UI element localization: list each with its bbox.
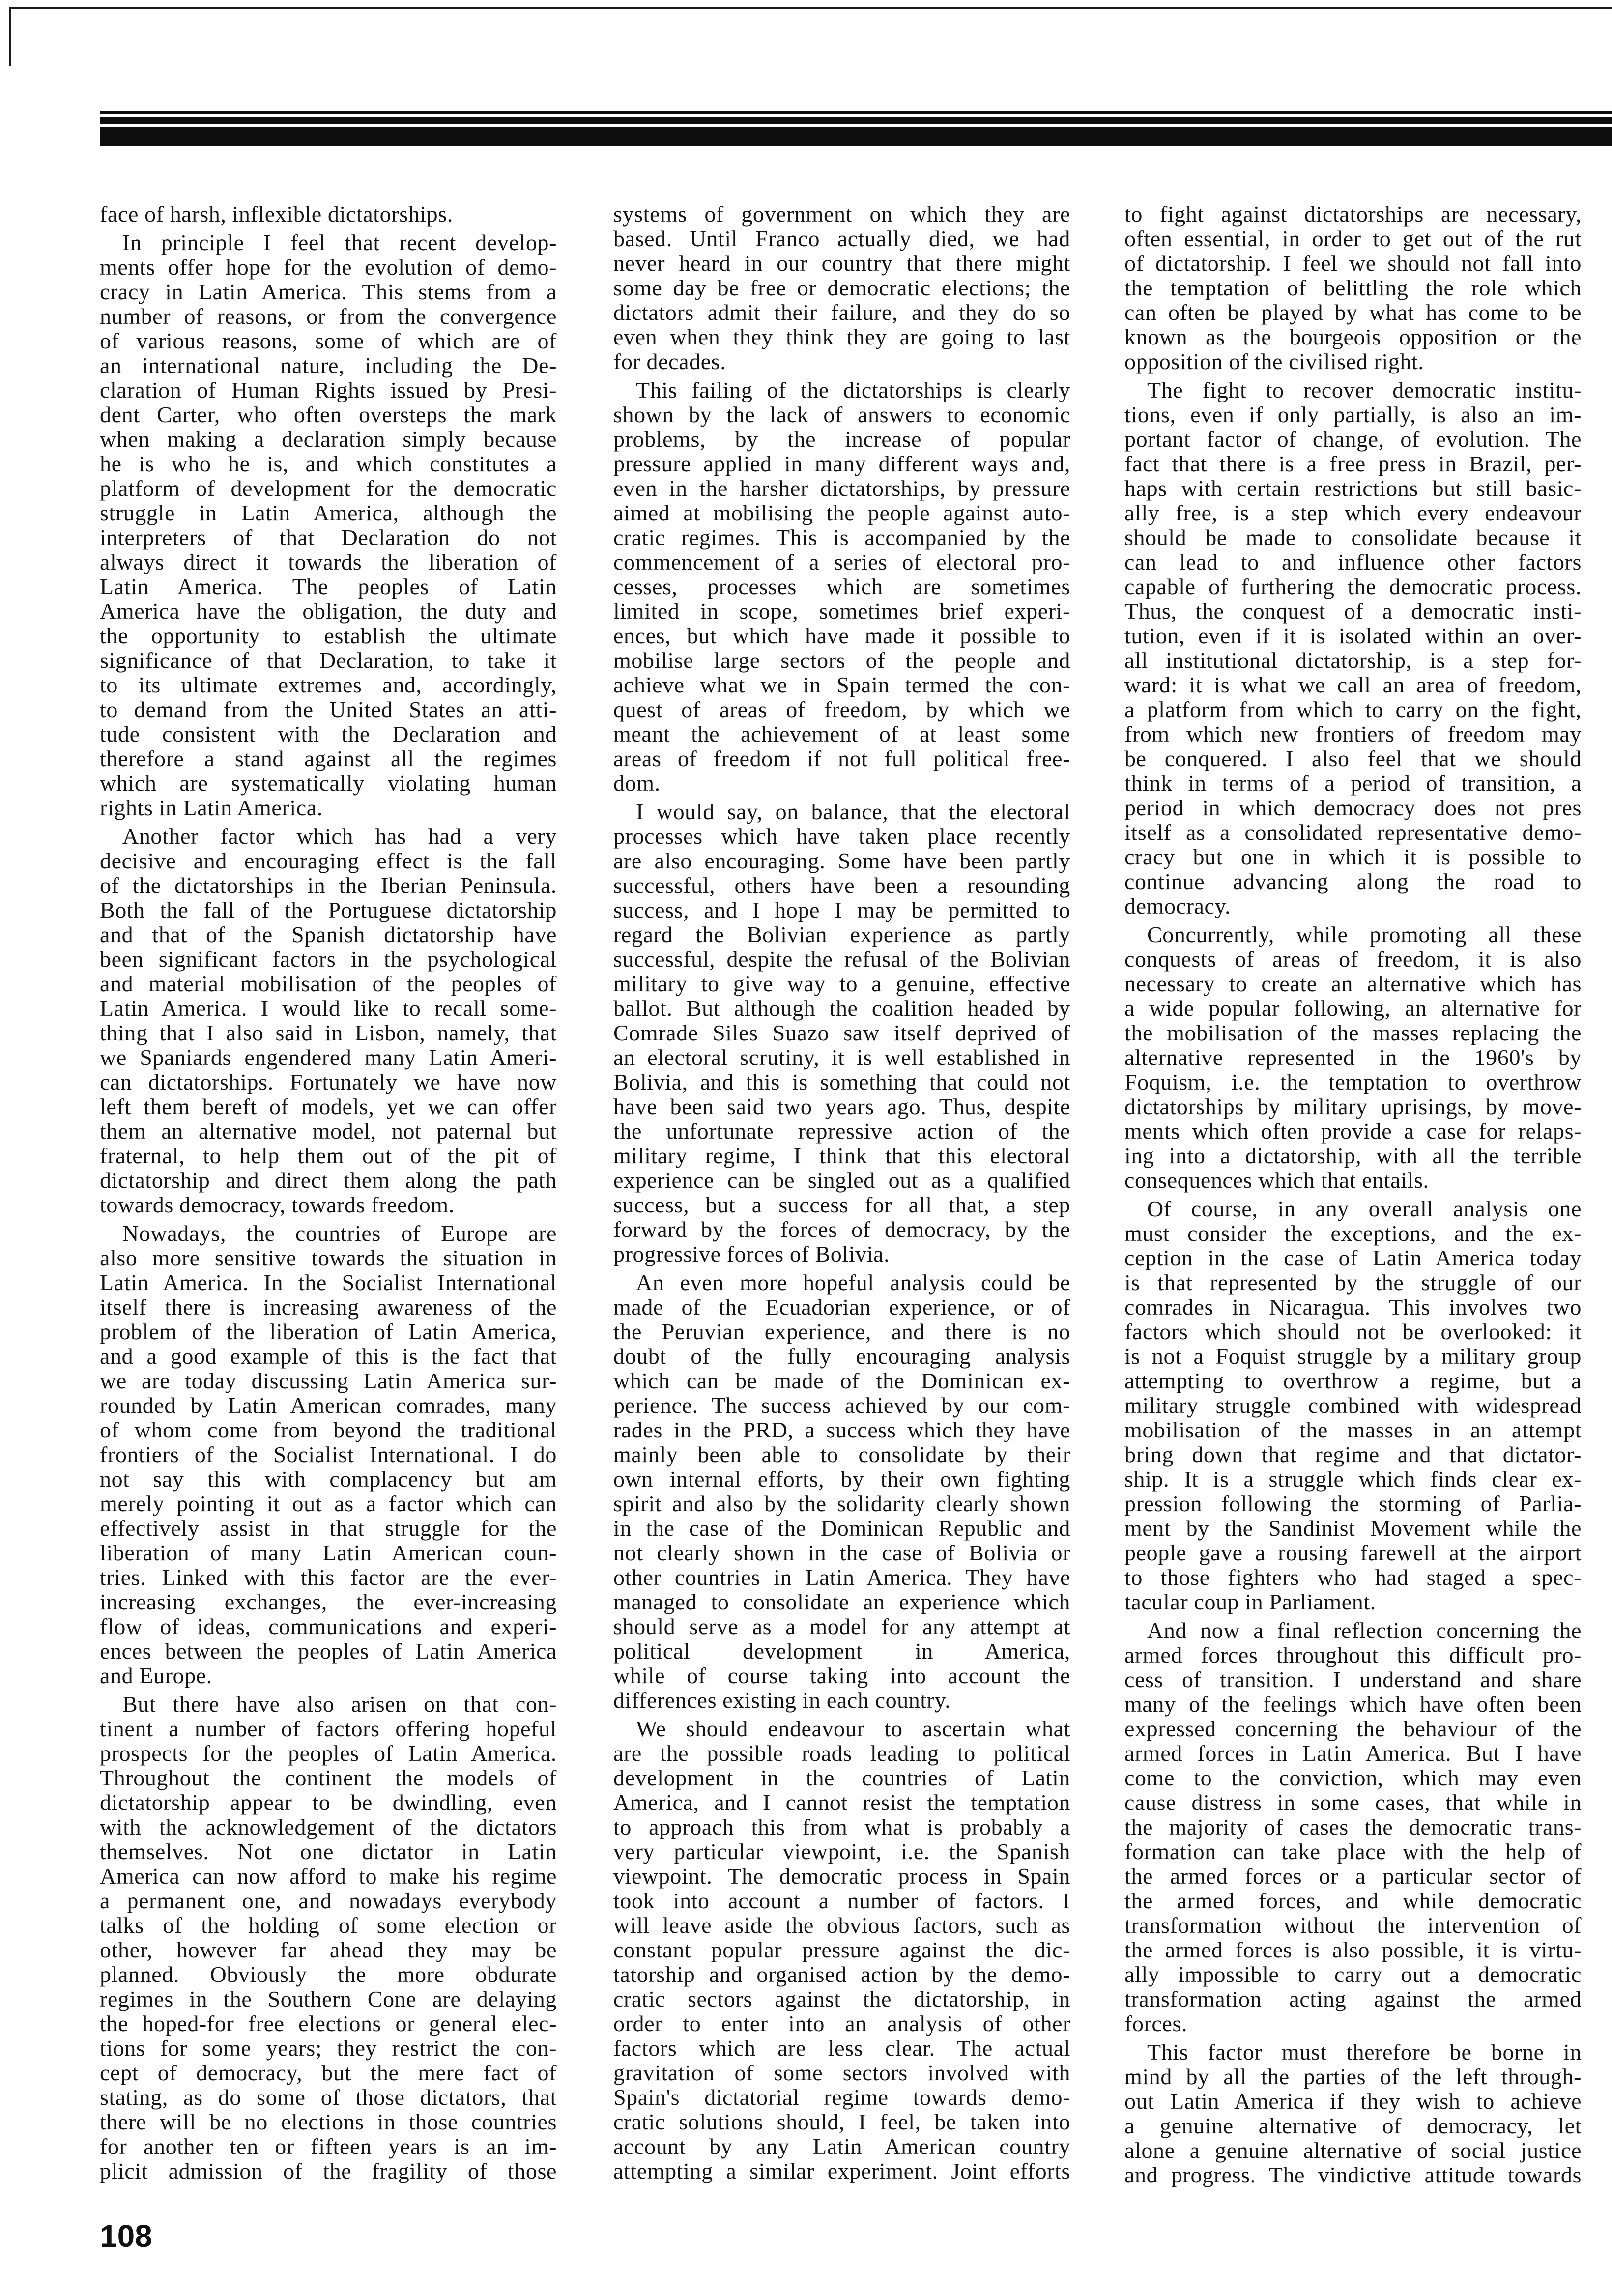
text-line: out Latin America if they wish to achieve [1124,2089,1582,2114]
text-line: Nowadays, the countries of Europe are [122,1221,557,1246]
text-line: for decades. [613,349,726,374]
text-line: expressed concerning the behaviour of the [1124,1716,1582,1741]
text-line: fraternal, to help them out of the pit of [100,1143,557,1168]
text-line: is that represented by the struggle of our [1124,1270,1582,1295]
text-line: attempting to overthrow a regime, but a [1124,1368,1582,1393]
text-line: forces. [1124,2011,1188,2036]
text-line: processes which have taken place recently [613,824,1070,849]
text-line: meant the achievement of at least some [613,721,1070,746]
text-line: continue advancing along the road to [1124,869,1582,894]
text-line: dictators admit their failure, and they do so [613,300,1070,325]
text-line: never heard in our country that there might [613,251,1070,276]
text-line: and that of the Spanish dictatorship have [100,922,557,947]
text-line: tution, even if it is isolated within an over- [1124,623,1582,648]
text-line: dictatorship appear to be dwindling, even [100,1790,557,1815]
text-line: achieve what we in Spain termed the con- [613,672,1070,697]
text-line: and Europe. [100,1663,212,1688]
text-line: factors which are less clear. The actual [613,2036,1070,2061]
text-line: cratic solutions should, I feel, be taken into [613,2109,1070,2134]
paragraph [100,202,557,227]
text-line: be conquered. I also feel that we should [1124,746,1582,771]
text-line: ship. It is a struggle which finds clear ex- [1124,1466,1582,1492]
text-line: are also encouraging. Some have been partly [613,848,1070,873]
text-line: which can be made of the Dominican ex- [613,1368,1070,1393]
text-line: period in which democracy does not pres [1124,795,1582,820]
text-line: aimed at mobilising the people against auto- [613,500,1070,525]
text-line: democracy. [1124,893,1231,918]
text-line: tions for some years; they restrict the con- [100,2036,557,2061]
crop-mark-horizontal [9,7,1612,9]
text-line: the opportunity to establish the ultimate [100,623,557,648]
paragraph [613,202,1070,374]
text-line: an international nature, including the De- [100,353,557,378]
text-line: problems, by the increase of popular [613,427,1070,452]
paragraph [100,1221,557,1688]
text-line: people gave a rousing farewell at the airport [1124,1540,1582,1565]
text-line: problem of the liberation of Latin America, [100,1319,557,1344]
text-line: the Peruvian experience, and there is no [613,1319,1070,1344]
text-line: ally free, is a step which every endeavour [1124,500,1582,525]
text-line: with the acknowledgement of the dictators [100,1814,557,1839]
text-line: transformation acting against the armed [1124,1986,1582,2011]
text-line: necessary to create an alternative which has [1124,971,1582,996]
text-line: the unfortunate repressive action of the [613,1119,1070,1144]
text-line: regimes in the Southern Cone are delaying [100,1986,557,2011]
text-line: liberation of many Latin American coun- [100,1540,557,1565]
text-line: areas of freedom if not full political free- [613,746,1070,771]
text-line: and progress. The vindictive attitude towards [1124,2162,1582,2187]
page-number: 108 [100,2218,152,2254]
text-line: gravitation of some sectors involved with [613,2060,1070,2085]
text-line: quest of areas of freedom, by which we [613,697,1070,722]
text-line: is not a Foquist struggle by a military group [1124,1344,1582,1369]
text-line: Latin America. I would like to recall some- [100,996,557,1021]
text-line: come to the conviction, which may even [1124,1765,1582,1790]
text-line: an electoral scrutiny, it is well established in [613,1045,1070,1070]
text-line: are the possible roads leading to political [613,1741,1070,1766]
text-line: to those fighters who had staged a spec- [1124,1565,1582,1590]
text-line: military struggle combined with widespread [1124,1393,1582,1418]
text-line: Spain's dictatorial regime towards demo- [613,2085,1070,2110]
text-line: In principle I feel that recent develop- [122,230,557,255]
text-line: effectively assist in that struggle for the [100,1516,557,1541]
text-line: other, however far ahead they may be [100,1937,557,1962]
text-line: the armed forces is also possible, it is virtu- [1124,1937,1582,1962]
text-line: tries. Linked with this factor are the ever- [100,1565,557,1590]
text-line: always direct it towards the liberation of [100,549,557,574]
text-line: armed forces in Latin America. But I have [1124,1741,1582,1766]
text-line: portant factor of change, of evolution. The [1124,427,1582,452]
text-line: mainly been able to consolidate by their [613,1442,1070,1467]
text-line: ward: it is what we call an area of freedom, [1124,672,1582,697]
text-line: And now a final reflection concerning the [1147,1618,1582,1643]
text-line: regard the Bolivian experience as partly [613,922,1070,947]
text-line: factors which should not be overlooked: it [1124,1319,1582,1344]
text-line: also more sensitive towards the situation in [100,1245,557,1270]
text-line: constant popular pressure against the dic- [613,1937,1070,1962]
text-line: cause distress in some cases, that while in [1124,1790,1582,1815]
text-line: opposition of the civilised right. [1124,349,1424,374]
text-line: dom. [613,771,661,796]
text-line: cesses, processes which are sometimes [613,574,1070,599]
text-line: cratic regimes. This is accompanied by the [613,525,1070,550]
text-line: to approach this from what is probably a [613,1814,1070,1839]
text-line: cracy but one in which it is possible to [1124,844,1582,869]
text-line: very particular viewpoint, i.e. the Spanish [613,1839,1070,1864]
paragraph [1124,202,1582,374]
text-line: cratic sectors against the dictatorship, in [613,1986,1070,2011]
text-line: spirit and also by the solidarity clearly shown [613,1491,1070,1516]
text-line: increasing exchanges, the ever-increasing [100,1589,557,1614]
header-rule-thick [100,127,1612,146]
text-line: decisive and encouraging effect is the fall [100,848,557,873]
text-line: Latin America. In the Socialist International [100,1270,557,1295]
header-rule-thin [100,111,1612,114]
text-line: known as the bourgeois opposition or the [1124,324,1582,349]
text-line: America, and I cannot resist the temptation [613,1790,1070,1815]
text-line: a wide popular following, an alternative for [1124,996,1582,1021]
text-line: from which new frontiers of freedom may [1124,721,1582,746]
text-line: Throughout the continent the models of [100,1765,557,1790]
text-line: which are systematically violating human [100,771,557,796]
paragraph [613,378,1070,796]
text-line: thing that I also said in Lisbon, namely, that [100,1020,557,1045]
text-line: the majority of cases the democratic trans- [1124,1814,1582,1839]
text-line: I would say, on balance, that the electoral [636,799,1070,824]
text-line: can lead to and influence other factors [1124,549,1582,574]
text-line: them an alternative model, not paternal but [100,1119,557,1144]
text-line: stating, as do some of those dictators, that [100,2085,557,2110]
text-line: progressive forces of Bolivia. [613,1241,890,1266]
text-line: America can now afford to make his regime [100,1864,557,1889]
text-line: An even more hopeful analysis could be [636,1270,1070,1295]
text-line: experience can be singled out as a qualified [613,1168,1070,1193]
text-line: been significant factors in the psychological [100,947,557,972]
text-line: the mobilisation of the masses replacing the [1124,1020,1582,1045]
text-line: development in the countries of Latin [613,1765,1070,1790]
text-line: there will be no elections in those countries [100,2109,557,2134]
text-line: dictatorships by military uprisings, by move- [1124,1094,1582,1119]
text-line: tude consistent with the Declaration and [100,721,557,746]
text-line: Latin America. The peoples of Latin [100,574,557,599]
text-line: own internal efforts, by their own fighting [613,1466,1070,1492]
header-rule-medium [100,117,1612,124]
text-line: often essential, in order to get out of the rut [1124,226,1582,251]
text-line: rades in the PRD, a success which they have [613,1417,1070,1442]
text-line: tatorship and organised action by the demo- [613,1962,1070,1987]
text-line: ception in the case of Latin America today [1124,1245,1582,1270]
text-line: ally impossible to carry out a democratic [1124,1962,1582,1987]
text-line: differences existing in each country. [613,1688,951,1713]
paragraph [1124,922,1582,1193]
text-line: even when they think they are going to last [613,324,1070,349]
text-line: planned. Obviously the more obdurate [100,1962,557,1987]
text-line: think in terms of a period of transition, a [1124,771,1582,796]
text-line: other countries in Latin America. They have [613,1565,1070,1590]
text-line: must consider the exceptions, and the ex- [1124,1221,1582,1246]
text-line: Comrade Siles Suazo saw itself deprived of [613,1020,1070,1045]
text-line: a platform from which to carry on the fight, [1124,697,1582,722]
text-line: prospects for the peoples of Latin America. [100,1741,557,1766]
text-line: Of course, in any overall analysis one [1147,1196,1582,1221]
text-line: of whom come from beyond the traditional [100,1417,557,1442]
text-line: struggle in Latin America, although the [100,500,557,525]
text-line: towards democracy, towards freedom. [100,1192,455,1217]
text-line: limited in scope, sometimes brief experi- [613,599,1070,624]
text-line: fact that there is a free press in Brazil, per- [1124,451,1582,476]
text-line: order to enter into an analysis of other [613,2011,1070,2036]
text-line: many of the feelings which have often been [1124,1692,1582,1717]
text-line: frontiers of the Socialist International. I do [100,1442,557,1467]
text-line: claration of Human Rights issued by Presi- [100,377,557,402]
text-line: themselves. Not one dictator in Latin [100,1839,557,1864]
text-line: plicit admission of the fragility of those [100,2158,557,2183]
text-line: managed to consolidate an experience which [613,1589,1070,1614]
text-line: itself as a consolidated representative demo- [1124,820,1582,845]
text-line: mobilise large sectors of the people and [613,648,1070,673]
text-line: flow of ideas, communications and experi- [100,1614,557,1639]
text-line: Another factor which has had a very [122,824,557,849]
text-line: tacular coup in Parliament. [1124,1589,1376,1614]
text-line: dent Carter, who often oversteps the mark [100,402,557,427]
text-line: made of the Ecuadorian experience, or of [613,1294,1070,1320]
text-line: pression following the storming of Parlia- [1124,1491,1582,1516]
text-line: ing into a dictatorship, with all the terrible [1124,1143,1582,1168]
text-line: commencement of a series of electoral pro- [613,549,1070,574]
text-line: alternative represented in the 1960's by [1124,1045,1582,1070]
text-line: account by any Latin American country [613,2134,1070,2159]
text-line: to fight against dictatorships are necessary, [1124,201,1582,227]
text-line: left them bereft of models, yet we can offer [100,1094,557,1119]
text-line: will leave aside the obvious factors, such as [613,1913,1070,1938]
text-line: while of course taking into account the [613,1663,1070,1688]
text-line: consequences which that entails. [1124,1168,1429,1193]
text-line: perience. The success achieved by our com- [613,1393,1070,1418]
text-line: ments which often provide a case for relaps- [1124,1119,1582,1144]
text-line: rights in Latin America. [100,795,323,820]
text-line: to its ultimate extremes and, accordingly, [100,672,557,697]
text-line: tinent a number of factors offering hopeful [100,1716,557,1741]
text-column-2 [613,202,1070,2183]
paragraph [1124,1618,1582,2036]
text-line: We should endeavour to ascertain what [636,1716,1070,1741]
text-line: a genuine alternative of democracy, let [1124,2113,1582,2138]
text-line: ences, but which have made it possible to [613,623,1070,648]
text-line: the temptation of belittling the role which [1124,275,1582,300]
text-line: political development in America, [613,1638,1070,1664]
text-line: talks of the holding of some election or [100,1913,557,1938]
text-line: forward by the forces of democracy, by the [613,1217,1070,1242]
text-line: mobilisation of the masses in an attempt [1124,1417,1582,1442]
text-line: the armed forces, and while democratic [1124,1888,1582,1913]
text-line: bring down that regime and that dictator- [1124,1442,1582,1467]
text-line: significance of that Declaration, to take it [100,648,557,673]
text-line: rounded by Latin American comrades, many [100,1393,557,1418]
text-line: Concurrently, while promoting all these [1147,922,1582,947]
text-line: success, and I hope I may be permitted to [613,897,1070,922]
text-line: dictatorship and direct them along the path [100,1168,557,1193]
text-line: in the case of the Dominican Republic and [613,1516,1070,1541]
paragraph [613,1717,1070,2183]
text-line: Both the fall of the Portuguese dictatorship [100,897,557,922]
paragraph [100,230,557,820]
text-line: of various reasons, some of which are of [100,328,557,353]
text-line: a permanent one, and nowadays everybody [100,1888,557,1913]
text-line: number of reasons, or from the convergence [100,304,557,329]
text-line: viewpoint. The democratic process in Spain [613,1864,1070,1889]
text-line: even in the harsher dictatorships, by pressure [613,476,1070,501]
text-line: This failing of the dictatorships is clearly [636,377,1070,402]
text-line: therefore a stand against all the regimes [100,746,557,771]
text-column-3 [1124,202,1582,2187]
text-line: transformation without the intervention of [1124,1913,1582,1938]
text-line: systems of government on which they are [613,201,1070,227]
text-line: can dictatorships. Fortunately we have now [100,1069,557,1094]
text-line: cept of democracy, but the mere fact of [100,2060,557,2085]
text-line: interpreters of that Declaration do not [100,525,557,550]
text-line: capable of furthering the democratic process. [1124,574,1582,599]
text-line: not say this with complacency but am [100,1466,557,1492]
text-line: the armed forces or a particular sector of [1124,1864,1582,1889]
paragraph [1124,1197,1582,1614]
text-line: military regime, I think that this electoral [613,1143,1070,1168]
text-line: we are today discussing Latin America sur- [100,1368,557,1393]
text-line: armed forces throughout this difficult pro- [1124,1642,1582,1667]
text-line: Thus, the conquest of a democratic insti- [1124,599,1582,624]
text-line: shown by the lack of answers to economic [613,402,1070,427]
text-line: But there have also arisen on that con- [122,1692,557,1717]
paragraph [1124,378,1582,918]
text-line: mind by all the parties of the left through- [1124,2064,1582,2089]
text-line: successful, others have been a resounding [613,873,1070,898]
text-line: haps with certain restrictions but still basic- [1124,476,1582,501]
text-line: of dictatorship. I feel we should not fall into [1124,251,1582,276]
paragraph [613,1270,1070,1713]
text-line: of the dictatorships in the Iberian Peninsula. [100,873,557,898]
text-line: military to give way to a genuine, effective [613,971,1070,996]
text-line: ments offer hope for the evolution of demo- [100,255,557,280]
text-line: based. Until Franco actually died, we had [613,226,1070,251]
text-line: and material mobilisation of the peoples of [100,971,557,996]
text-line: cess of transition. I understand and share [1124,1667,1582,1692]
text-column-1 [100,202,557,2183]
text-line: Bolivia, and this is something that could not [613,1069,1070,1094]
text-line: he is who he is, and which constitutes a [100,451,557,476]
text-line: for another ten or fifteen years is an im- [100,2134,557,2159]
text-line: when making a declaration simply because [100,427,557,452]
text-line: ment by the Sandinist Movement while the [1124,1516,1582,1541]
text-line: the hoped-for free elections or general elec- [100,2011,557,2036]
text-line: This factor must therefore be borne in [1147,2039,1582,2065]
text-line: attempting a similar experiment. Joint efforts [613,2158,1070,2183]
text-line: Foquism, i.e. the temptation to overthrow [1124,1069,1582,1094]
text-line: we Spaniards engendered many Latin Ameri- [100,1045,557,1070]
text-line: merely pointing it out as a factor which can [100,1491,557,1516]
text-line: America have the obligation, the duty and [100,599,557,624]
paragraph [100,824,557,1217]
text-line: formation can take place with the help of [1124,1839,1582,1864]
text-line: platform of development for the democratic [100,476,557,501]
text-line: tions, even if only partially, is also an im- [1124,402,1582,427]
text-line: The fight to recover democratic institu- [1147,377,1582,402]
text-line: cracy in Latin America. This stems from a [100,279,557,304]
text-line: face of harsh, inflexible dictatorships. [100,201,453,227]
text-line: to demand from the United States an atti- [100,697,557,722]
text-line: should serve as a model for any attempt at [613,1614,1070,1639]
text-line: ballot. But although the coalition headed by [613,996,1070,1021]
text-line: not clearly shown in the case of Bolivia or [613,1540,1070,1565]
text-line: alone a genuine alternative of social justice [1124,2138,1582,2163]
text-line: should be made to consolidate because it [1124,525,1582,550]
text-line: some day be free or democratic elections; the [613,275,1070,300]
text-line: can often be played by what has come to be [1124,300,1582,325]
text-line: pressure applied in many different ways and, [613,451,1070,476]
text-line: success, but a success for all that, a step [613,1192,1070,1217]
text-line: successful, despite the refusal of the Bolivian [613,947,1070,972]
text-line: doubt of the fully encouraging analysis [613,1344,1070,1369]
text-line: ences between the peoples of Latin America [100,1638,557,1664]
paragraph [100,1692,557,2183]
crop-mark-vertical [9,7,11,66]
text-line: itself there is increasing awareness of the [100,1294,557,1320]
text-line: and a good example of this is the fact that [100,1344,557,1369]
text-line: comrades in Nicaragua. This involves two [1124,1294,1582,1320]
paragraph [1124,2040,1582,2187]
text-line: have been said two years ago. Thus, despite [613,1094,1070,1119]
text-line: took into account a number of factors. I [613,1888,1070,1913]
text-line: all institutional dictatorship, is a step for- [1124,648,1582,673]
paragraph [613,800,1070,1266]
text-line: conquests of areas of freedom, it is also [1124,947,1582,972]
